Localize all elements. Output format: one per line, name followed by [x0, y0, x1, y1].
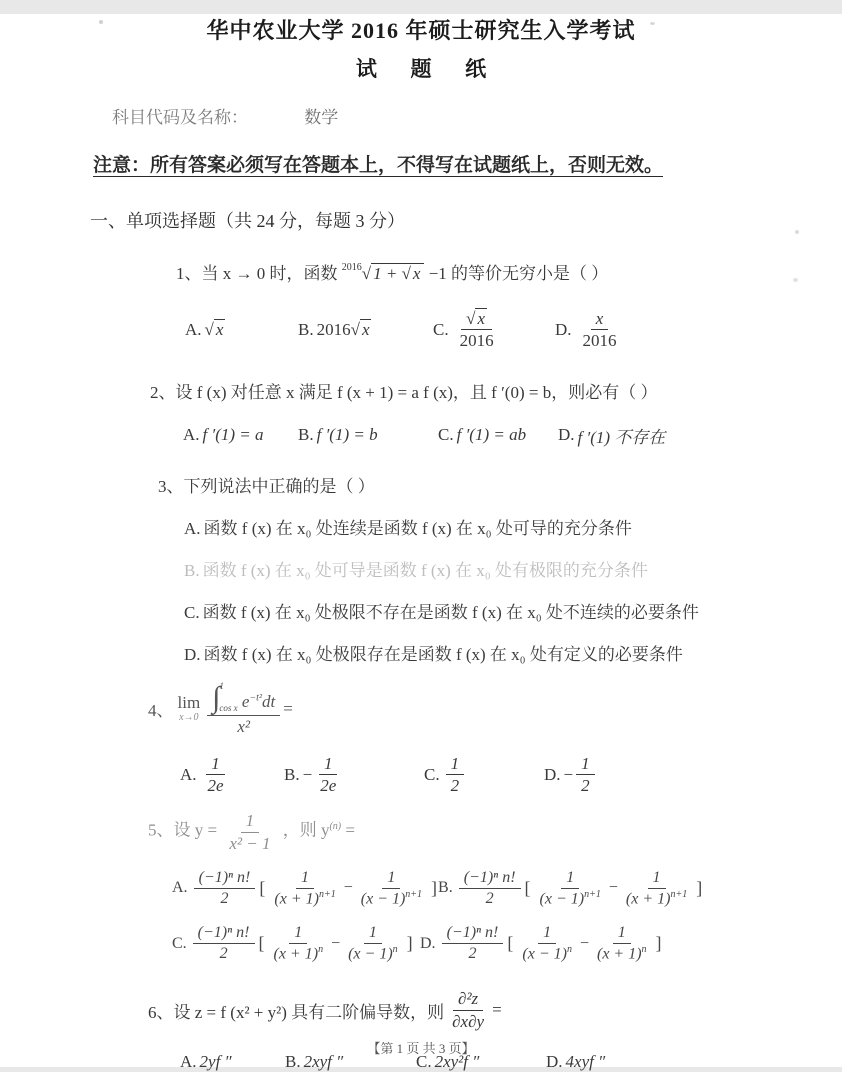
fraction-numerator: 1: [613, 923, 631, 944]
option-label: C.: [184, 602, 200, 622]
option-label: C.: [416, 1051, 432, 1071]
term-2-fraction: [343, 923, 403, 964]
fraction-denominator: 2016: [582, 331, 617, 351]
integral-limits: [219, 681, 237, 715]
radical: [466, 308, 487, 328]
radicand: x: [477, 309, 486, 328]
q2-option-b: [298, 425, 438, 445]
bracket-open: [: [507, 933, 514, 954]
q5-option-d: [420, 923, 668, 964]
term-base: (x + 1): [625, 890, 671, 908]
scan-speck: [793, 278, 798, 282]
term-2-fraction: [356, 868, 427, 909]
fraction-numerator: 1: [538, 923, 556, 944]
q4-option-a: [180, 753, 284, 797]
term-exponent: n: [392, 944, 398, 956]
term-1-fraction: [535, 868, 606, 909]
q5-fraction: [224, 810, 275, 854]
exam-paper-page: [0, 14, 842, 1071]
q1-a-radical: [205, 320, 226, 340]
option-fraction: [203, 753, 229, 797]
integrand-base: e: [241, 691, 250, 711]
option-label: D.: [558, 425, 575, 444]
option-label: A.: [183, 425, 200, 444]
term-base: (x + 1): [273, 945, 319, 963]
q5-option-a: [172, 868, 438, 909]
minus-sign: −: [579, 934, 589, 952]
q1-inner-radicand: x: [412, 264, 421, 283]
term-exponent: n: [641, 944, 647, 956]
option-label: C.: [172, 934, 187, 952]
fraction-denominator: 2: [219, 945, 228, 963]
term-exponent: n+1: [584, 888, 601, 900]
bracket-close: ]: [431, 877, 438, 898]
option-label: B.: [298, 319, 314, 339]
question-6-stem: [148, 988, 842, 1032]
subject-value: 数学: [304, 108, 339, 127]
term-base: (x + 1): [596, 945, 642, 963]
fraction-numerator: [461, 308, 492, 330]
fraction-denominator: [592, 944, 652, 964]
fraction-numerator: 1: [296, 868, 314, 889]
q3-option-a: [184, 514, 842, 539]
q1-inner-radical: [402, 263, 423, 283]
fraction-numerator: 1: [561, 868, 579, 889]
fraction-denominator: 2016: [459, 331, 494, 351]
term-1-fraction: [517, 923, 577, 964]
fraction-numerator: 1: [648, 868, 666, 889]
q1-d-fraction: [578, 308, 622, 352]
scan-speck: [795, 230, 799, 234]
q4-equals: =: [283, 698, 293, 718]
fraction-numerator: x: [591, 308, 609, 330]
coef-fraction: [459, 868, 521, 909]
fraction-numerator: 1: [206, 753, 225, 775]
q4-limit: [178, 694, 201, 723]
q5-option-b: [438, 868, 703, 909]
option-label: A.: [180, 1051, 197, 1071]
option-fraction: [315, 753, 341, 797]
integral-lower: cos x: [219, 703, 238, 714]
radicand: x: [361, 319, 370, 339]
option-text: 函数 f (x) 在 x₀ 处极限存在是函数 f (x) 在 x₀ 处有定义的必要条件: [203, 644, 683, 664]
q5-stem-pre: 5、设 y =: [148, 820, 218, 840]
q1-option-b: [298, 320, 433, 340]
bracket-close: ]: [406, 933, 413, 954]
fraction-numerator: 1: [446, 753, 465, 775]
radical-sign: √: [350, 319, 360, 339]
option-label: A.: [180, 764, 197, 784]
q6-stem-pre: 6、设 z = f (x² + y²) 具有二阶偏导数，则: [148, 1002, 445, 1022]
exam-title: 华中农业大学 2016 年硕士研究生入学考试: [206, 18, 636, 43]
q1-radicand-pre: 1 +: [373, 264, 398, 283]
section-heading: 一、单项选择题（共 24 分，每题 3 分）: [90, 211, 405, 231]
subject-row: [112, 103, 842, 128]
bracket-open: [: [524, 877, 531, 898]
option-label: D.: [420, 934, 436, 952]
radical-sign: √: [204, 319, 214, 339]
term-1-fraction: [269, 923, 329, 964]
fraction-numerator: 1: [241, 810, 260, 832]
q1-option-a: [185, 320, 298, 340]
option-label: B.: [184, 560, 200, 580]
question-5-stem: [148, 810, 842, 854]
option-formula: f ′(1) = ab: [456, 425, 527, 444]
term-base: (x − 1): [348, 945, 393, 963]
question-3-stem: 3、下列说法中正确的是（ ）: [158, 476, 375, 496]
fraction-denominator: 2: [450, 776, 460, 795]
option-formula: 2yf ″: [199, 1051, 232, 1071]
minus-sign: −: [343, 879, 353, 897]
option-label: C.: [424, 764, 440, 784]
fraction-denominator: [517, 944, 577, 964]
q1-option-d: [555, 308, 625, 352]
question-1-options: [185, 308, 842, 352]
option-label: D.: [555, 319, 572, 339]
option-formula: 2xyf ″: [303, 1051, 344, 1071]
q1-stem-pre: 1、当 x → 0 时，函数: [176, 264, 338, 283]
option-sign: −: [302, 764, 313, 784]
fraction-numerator: 1: [319, 753, 338, 775]
q2-option-d: [558, 423, 665, 448]
fraction-numerator: (−1)ⁿ n!: [442, 923, 504, 944]
q2-option-a: [183, 425, 298, 445]
question-1-stem: [176, 259, 842, 284]
fraction-denominator: [269, 944, 329, 964]
option-fraction: [446, 753, 465, 797]
fraction-denominator: [621, 889, 692, 909]
option-sign: −: [563, 764, 574, 784]
q1-b-radical: [351, 320, 372, 340]
option-text: 函数 f (x) 在 x₀ 处可导是函数 f (x) 在 x₀ 处有极限的充分条件: [202, 560, 648, 580]
bracket-close: ]: [655, 933, 662, 954]
fraction-denominator: [356, 889, 427, 909]
q3-option-d: [184, 640, 842, 665]
fraction-denominator: [269, 889, 340, 909]
radical-sign: √: [361, 264, 372, 283]
fraction-numerator: 1: [364, 923, 382, 944]
q5-option-c: [172, 923, 420, 964]
fraction-denominator: 2: [220, 889, 229, 907]
integrand-dt: dt: [261, 691, 276, 711]
notice-line: 注意：所有答案必须写在答题本上，不得写在试题纸上，否则无效。: [93, 155, 664, 176]
question-5-options-row-2: [172, 923, 842, 964]
q1-radical: [342, 264, 425, 283]
fraction-numerator: (−1)ⁿ n!: [459, 868, 521, 889]
fraction-denominator: [535, 889, 606, 909]
fraction-numerator: [207, 681, 280, 716]
coef-fraction: [193, 923, 255, 964]
term-base: (x − 1): [360, 890, 406, 908]
term-exponent: n: [318, 944, 324, 956]
term-exponent: n+1: [670, 888, 688, 900]
option-label: B.: [284, 764, 300, 784]
option-formula: 2xy²f ″: [434, 1051, 480, 1071]
subject-label: 科目代码及名称：: [112, 108, 248, 127]
radical-sign: √: [401, 264, 411, 283]
q5-derivative-order: (n): [329, 821, 342, 833]
fraction-numerator: ∂²z: [453, 988, 483, 1010]
option-label: A.: [172, 879, 188, 897]
exam-subtitle: 试题纸: [355, 57, 520, 81]
fraction-denominator: x²: [237, 716, 251, 736]
option-label: B.: [438, 879, 453, 897]
question-4-options: [180, 753, 842, 797]
q4-integral: [212, 681, 237, 715]
q6-partial-fraction: [447, 988, 489, 1032]
lim-under: x→0: [179, 712, 199, 724]
option-formula: f ′(1) 不存在: [577, 427, 666, 447]
integral-upper: 1: [219, 680, 224, 691]
term-1-fraction: [269, 868, 340, 909]
coef-fraction: [194, 868, 256, 909]
q4-option-c: [424, 753, 544, 797]
option-label: D.: [184, 644, 201, 664]
fraction-numerator: (−1)ⁿ n!: [193, 923, 255, 944]
q3-option-c: [184, 598, 842, 623]
q1-c-fraction: [455, 308, 499, 352]
option-label: C.: [433, 319, 449, 339]
integral-sign: ∫: [212, 680, 221, 714]
coef-fraction: [442, 923, 504, 964]
option-label: B.: [298, 425, 314, 444]
fraction-numerator: 1: [289, 923, 307, 944]
fraction-denominator: 2: [581, 776, 590, 795]
question-2-stem: 2、设 f (x) 对任意 x 满足 f (x + 1) = a f (x)，且 f ′(0) = b，则必有（ ）: [150, 382, 658, 402]
q4-number: 4、: [148, 701, 174, 721]
q3-option-b: [184, 556, 842, 581]
fraction-denominator: x² − 1: [229, 833, 271, 853]
q4-integrand: [242, 692, 275, 711]
bracket-open: [: [259, 877, 266, 898]
q6-equals: =: [492, 1000, 502, 1020]
option-label: A.: [184, 518, 201, 538]
option-formula: f ′(1) = a: [202, 425, 264, 444]
term-base: (x − 1): [539, 890, 585, 908]
q4-option-b: [284, 753, 424, 797]
page-footer: 【第 1 页 共 3 页】: [367, 1041, 475, 1056]
q5-stem-mid: ，则 y: [282, 820, 330, 840]
option-label: D.: [544, 764, 561, 784]
fraction-denominator: 2: [485, 889, 494, 907]
fraction-denominator: 2e: [320, 776, 337, 795]
q2-option-c: [438, 425, 558, 445]
fraction-numerator: (−1)ⁿ n!: [194, 868, 256, 889]
q1-option-c: [433, 308, 555, 352]
option-fraction: [576, 753, 595, 797]
option-label: D.: [546, 1051, 563, 1071]
term-base: (x − 1): [522, 945, 567, 963]
question-5-options-row-1: [172, 868, 842, 909]
option-text: 函数 f (x) 在 x₀ 处极限不存在是函数 f (x) 在 x₀ 处不连续的必要条件: [202, 602, 699, 622]
q1-radicand: [371, 263, 424, 283]
fraction-numerator: 1: [576, 753, 595, 775]
lim-word: lim: [177, 693, 201, 713]
radicand: x: [215, 319, 224, 339]
question-2-options: [183, 423, 842, 448]
minus-sign: −: [331, 934, 341, 952]
option-label: C.: [438, 425, 454, 444]
minus-sign: −: [608, 879, 618, 897]
q4-big-fraction: [207, 681, 280, 737]
q5-stem-eq: =: [345, 820, 355, 840]
bracket-close: ]: [696, 877, 703, 898]
fraction-numerator: 1: [382, 868, 400, 889]
fraction-denominator: ∂x∂y: [452, 1011, 485, 1031]
q4-option-d: [544, 753, 598, 797]
fraction-denominator: 2: [468, 945, 477, 963]
fraction-denominator: [343, 944, 403, 964]
term-exponent: n: [566, 944, 572, 956]
term-2-fraction: [621, 868, 692, 909]
q1-b-coef: 2016: [316, 319, 351, 339]
option-text: 函数 f (x) 在 x₀ 处连续是函数 f (x) 在 x₀ 处可导的充分条件: [203, 518, 632, 538]
scan-speck: [99, 20, 103, 24]
fraction-denominator: 2e: [207, 776, 224, 795]
term-base: (x + 1): [274, 890, 319, 908]
option-label: B.: [285, 1051, 301, 1071]
term-exponent: n+1: [318, 888, 336, 900]
question-4-stem: [148, 681, 842, 737]
option-formula: f ′(1) = b: [316, 425, 378, 444]
term-exponent: n+1: [405, 888, 423, 900]
q1-stem-post: −1 的等价无穷小是（ ）: [428, 264, 609, 283]
integrand-exponent: −t²: [249, 691, 262, 703]
bracket-open: [: [258, 933, 265, 954]
term-2-fraction: [592, 923, 652, 964]
scan-speck: [650, 22, 655, 25]
q1-root-index: 2016: [341, 262, 362, 273]
option-label: A.: [185, 319, 202, 339]
radical-sign: √: [466, 309, 476, 328]
option-formula: 4xyf ″: [565, 1051, 606, 1071]
